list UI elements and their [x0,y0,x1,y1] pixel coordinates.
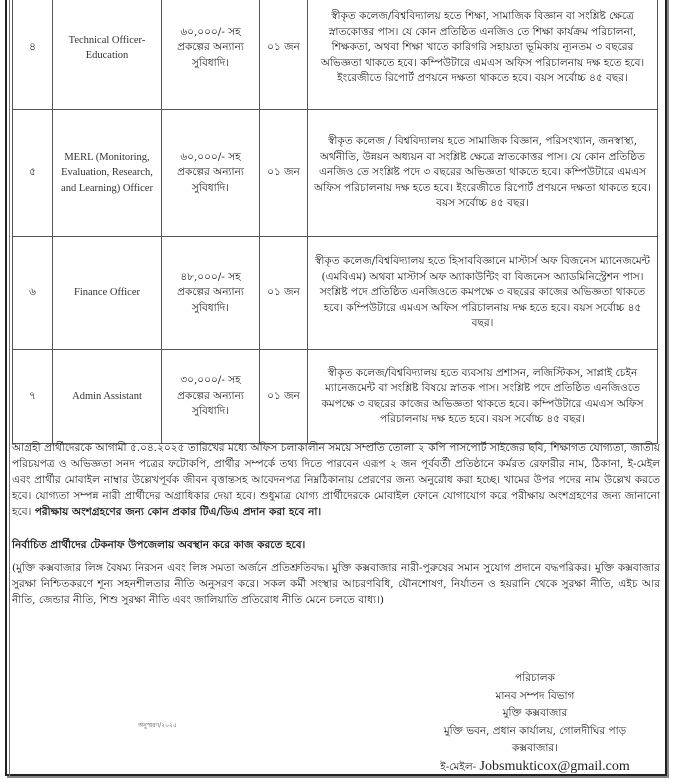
signature-block [400,670,670,776]
job-title: Finance Officer [53,237,162,350]
organization-address: মুক্তি ভবন, প্রধান কার্যালয়, গোলদীঘির পাড় [443,724,627,737]
job-title: Admin Assistant [53,350,162,444]
job-requirements: স্বীকৃত কলেজ/বিশ্ববিদ্যালয় হতে শিক্ষা, সামাজিক বিজ্ঞান বা সংশ্লিষ্ট ক্ষেত্রে স্নাতকোত্তর পাস। যে কোন প্রতিষ্ঠিত এনজিও তে শিক্ষা কার্যক্রম পরিচালনা, শিক্ষকতা, অথবা শিক্ষা খাতে কারিগরি সহায়তা ভূমিকায় ন্যূনতম ৩ বছরের অভিজ্ঞতা থাকতে হবে। কম্পিউটারে এমএস অফিস পরিচালনায় দক্ষ হতে হবে। ইংরেজীতে রিপোর্ট প্রণয়নে দক্ষতা থাকতে হবে। বয়স সর্বোচ্চ ৪৫ বছর। [308,0,658,110]
job-serial: ৬ [13,237,53,350]
job-serial: ৭ [13,350,53,444]
policy-statement: (মুক্তি কক্সবাজার লিঙ্গ বৈষম্য নিরসন এবং লিঙ্গ সমতা অর্জনে প্রতিশ্রুতিবদ্ধ। মুক্তি কক্সবাজার নারী-পুরুষের সমান সুযোগ প্রদানে বদ্ধপরিকর। মুক্তি কক্সবাজার সুরক্ষা নিশ্চিতকরণে শূন্য সহনশীলতার নীতি অনুসরণ করে। সকল কর্মী সংস্থার আচরণবিধি, যৌনশোষণ, নির্যাতন ও হয়রানি থেকে সুরক্ষা নীতি, এইচ আর নীতি, জেন্ডার নীতি, শিশু সুরক্ষা নীতি এবং জালিয়াতি প্রতিরোধ নীতি মেনে চলতে বাধ্য।) [12,562,660,606]
application-text: আগ্রহী প্রার্থীদেরকে আগামী ৫.০৪.২০২৫ তারিখের মধ্যে অফিস চলাকালীন সময়ে সম্প্রতি তোলা ২ কপি পাসপোর্ট সাইজের ছবি, শিক্ষাগত যোগ্যতা, জাতীয় পরিচয়পত্র ও অভিজ্ঞতা সনদ পত্রের ফটোকপি, প্রার্থীর সম্পর্কে তথ্য দিতে পারবেন এরূপ ২ জন পূর্ববর্তী প্রতিষ্ঠানে কর্মরত রেফারীর নাম, ঠিকানা, ই-মেইল এবং প্রার্থীর মোবাইল নাম্বার উল্লেখপূর্বক জীবন বৃত্তান্তসহ আবেদনপত্র নিম্নঠিকানায় প্রেরণের জন্য অনুরোধ করা হচ্ছে। খামের উপর পদের নাম উল্লেখ করতে হবে। যোগ্যতা সম্পন্ন নারী প্রার্থীদের অগ্রাধিকার দেয়া হবে। শুধুমাত্র যোগ্য প্রার্থীদেরকে মোবাইল ফোনে যোগাযোগ করে পরীক্ষায় অংশগ্রহণের জন্য জানানো হবে। [12,442,660,518]
job-salary: ৬০,০০০/- সহ প্রকল্পের অন্যান্য সুবিধাদি। [162,110,260,237]
job-table [12,0,658,444]
signatory-department: মানব সম্পদ বিভাগ [495,689,575,702]
no-ta-da-note: পরীক্ষায় অংশগ্রহণের জন্য কোন প্রকার টিএ/ডিএ প্রদান করা হবে না। [34,506,322,518]
table-row [13,0,658,110]
email-line [400,758,670,777]
table-row [13,110,658,237]
job-serial: ৪ [13,0,53,110]
job-salary: ৪৮,০০০/- সহ প্রকল্পের অন্যান্য সুবিধাদি। [162,237,260,350]
frame-inner-line [9,0,10,776]
job-requirements: স্বীকৃত কলেজ/বিশ্ববিদ্যালয় হতে হিসাববিজ্ঞানে মাস্টার্স অফ বিজনেস ম্যানেজমেন্ট (এমবিএম) অথবা মাস্টার্স অফ অ্যাকাউন্টিং বা বিজনেস অ্যাডমিনিস্ট্রেশন পাস। সংশ্লিষ্ট পদে প্রতিষ্ঠিত এনজিওতে কমপক্ষে ৩ বছরের কাজের অভিজ্ঞতা থাকতে হবে। কম্পিউটারে এমএস অফিস পরিচালনায় দক্ষ হতে হবে। বয়স সর্বোচ্চ ৪৫ বছর। [308,237,658,350]
job-requirements: স্বীকৃত কলেজ/বিশ্ববিদ্যালয় হতে ব্যবসায় প্রশাসন, লজিস্টিকস, সাপ্লাই চেইন ম্যানেজমেন্ট বা সংশ্লিষ্ট বিষয়ে স্নাতক পাস। সংশ্লিষ্ট পদে প্রতিষ্ঠিত এনজিওতে কমপক্ষে ৩ বছরের কাজের অভিজ্ঞতা থাকতে হবে। কম্পিউটারে এমএস অফিস পরিচালনায় দক্ষ হতে হবে। বয়স সর্বোচ্চ ৪৫ বছর। [308,350,658,444]
job-vacancy-count: ০১ জন [260,0,308,110]
contact-email: Jobsmukticox@gmail.com [479,758,630,774]
posting-location-note: নির্বাচিত প্রার্থীদের টেকনাফ উপজেলায় অবস্থান করে কাজ করতে হবে। [12,539,306,551]
job-serial: ৫ [13,110,53,237]
job-title: MERL (Monitoring, Evaluation, Research, and Learning) Officer [53,110,162,237]
table-row [13,350,658,444]
job-vacancy-count: ০১ জন [260,350,308,444]
organization-name: মুক্তি কক্সবাজার [502,707,568,719]
job-vacancy-count: ০১ জন [260,110,308,237]
job-salary: ৬০,০০০/- সহ প্রকল্পের অন্যান্য সুবিধাদি। [162,0,260,110]
job-salary: ৩০,০০০/- সহ প্রকল্পের অন্যান্য সুবিধাদি। [162,350,260,444]
organization-city: কক্সবাজার। [512,742,558,754]
job-title: Technical Officer-Education [53,0,162,110]
application-instructions [12,440,660,520]
table-row [13,237,658,350]
email-label: ই-মেইল- [440,760,480,773]
reference-stamp: অনুস্মরণ/২০২৫ [138,722,177,729]
job-vacancy-count: ০১ জন [260,237,308,350]
signatory-designation: পরিচালক [515,672,555,684]
job-requirements: স্বীকৃত কলেজ / বিশ্ববিদ্যালয় হতে সামাজিক বিজ্ঞান, পরিসংখ্যান, জনস্বাস্থ্য, অর্থনীতি, উন্নয়ন অধ্যয়ন বা সংশ্লিষ্ট ক্ষেত্রে স্নাতকোত্তর পাস। যে কোন প্রতিষ্ঠিত এনজিও তে সংশ্লিষ্ট পদে ৩ বছরের অভিজ্ঞতা থাকতে হবে। কম্পিউটারে এমএস অফিস পরিচালনায় দক্ষ হতে হবে। ইংরেজীতে রিপোর্ট প্রণয়নে দক্ষতা থাকতে হবে। বয়স সর্বোচ্চ ৪৫ বছর। [308,110,658,237]
